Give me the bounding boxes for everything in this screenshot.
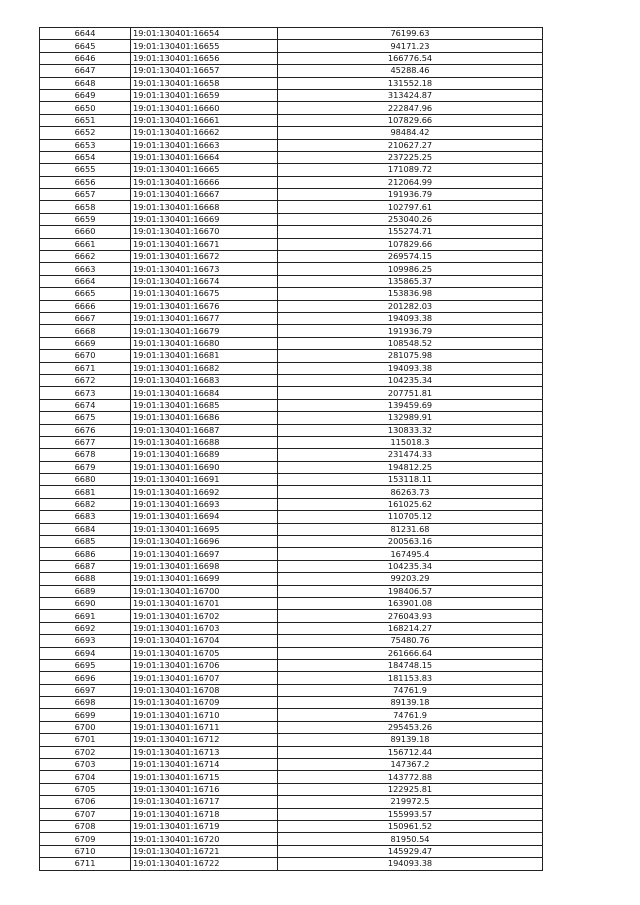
table-row <box>40 511 543 523</box>
cadastral-number-cell: 19:01:130401:16691 <box>131 474 278 486</box>
cadastral-number-cell: 19:01:130401:16717 <box>131 796 278 808</box>
table-row <box>40 288 543 300</box>
cadastral-number-cell: 19:01:130401:16686 <box>131 412 278 424</box>
table-row <box>40 845 543 857</box>
row-number-cell: 6666 <box>40 300 131 312</box>
table-row <box>40 858 543 870</box>
table-row <box>40 65 543 77</box>
value-cell: 253040.26 <box>278 213 543 225</box>
table-row <box>40 449 543 461</box>
table-row <box>40 412 543 424</box>
table-row <box>40 127 543 139</box>
table-row <box>40 684 543 696</box>
cadastral-number-cell: 19:01:130401:16668 <box>131 201 278 213</box>
cadastral-number-cell: 19:01:130401:16695 <box>131 523 278 535</box>
cadastral-number-cell: 19:01:130401:16675 <box>131 288 278 300</box>
cadastral-number-cell: 19:01:130401:16720 <box>131 833 278 845</box>
cadastral-number-cell: 19:01:130401:16656 <box>131 52 278 64</box>
row-number-cell: 6671 <box>40 362 131 374</box>
row-number-cell: 6648 <box>40 77 131 89</box>
row-number-cell: 6676 <box>40 424 131 436</box>
row-number-cell: 6660 <box>40 226 131 238</box>
table-row <box>40 783 543 795</box>
row-number-cell: 6694 <box>40 647 131 659</box>
value-cell: 161025.62 <box>278 498 543 510</box>
row-number-cell: 6696 <box>40 672 131 684</box>
value-cell: 89139.18 <box>278 734 543 746</box>
value-cell: 81231.68 <box>278 523 543 535</box>
table-row <box>40 734 543 746</box>
row-number-cell: 6707 <box>40 808 131 820</box>
table-row <box>40 759 543 771</box>
value-cell: 98484.42 <box>278 127 543 139</box>
value-cell: 86263.73 <box>278 486 543 498</box>
value-cell: 108548.52 <box>278 337 543 349</box>
row-number-cell: 6685 <box>40 536 131 548</box>
row-number-cell: 6706 <box>40 796 131 808</box>
cadastral-number-cell: 19:01:130401:16663 <box>131 139 278 151</box>
row-number-cell: 6681 <box>40 486 131 498</box>
value-cell: 167495.4 <box>278 548 543 560</box>
table-row <box>40 622 543 634</box>
value-cell: 281075.98 <box>278 350 543 362</box>
cadastral-number-cell: 19:01:130401:16661 <box>131 114 278 126</box>
value-cell: 75480.76 <box>278 635 543 647</box>
table-row <box>40 201 543 213</box>
cadastral-number-cell: 19:01:130401:16712 <box>131 734 278 746</box>
value-cell: 295453.26 <box>278 721 543 733</box>
table-row <box>40 139 543 151</box>
value-cell: 74761.9 <box>278 684 543 696</box>
table-row <box>40 114 543 126</box>
row-number-cell: 6649 <box>40 89 131 101</box>
row-number-cell: 6670 <box>40 350 131 362</box>
table-row <box>40 436 543 448</box>
value-cell: 104235.34 <box>278 560 543 572</box>
row-number-cell: 6710 <box>40 845 131 857</box>
value-cell: 194093.38 <box>278 858 543 870</box>
row-number-cell: 6672 <box>40 374 131 386</box>
table-row <box>40 523 543 535</box>
row-number-cell: 6701 <box>40 734 131 746</box>
table-row <box>40 635 543 647</box>
cadastral-number-cell: 19:01:130401:16680 <box>131 337 278 349</box>
row-number-cell: 6651 <box>40 114 131 126</box>
value-cell: 135865.37 <box>278 275 543 287</box>
value-cell: 200563.16 <box>278 536 543 548</box>
value-cell: 276043.93 <box>278 610 543 622</box>
table-row <box>40 362 543 374</box>
row-number-cell: 6675 <box>40 412 131 424</box>
table-row <box>40 102 543 114</box>
table-row <box>40 597 543 609</box>
row-number-cell: 6703 <box>40 759 131 771</box>
cadastral-number-cell: 19:01:130401:16708 <box>131 684 278 696</box>
cadastral-number-cell: 19:01:130401:16702 <box>131 610 278 622</box>
row-number-cell: 6711 <box>40 858 131 870</box>
row-number-cell: 6678 <box>40 449 131 461</box>
table-row <box>40 585 543 597</box>
value-cell: 269574.15 <box>278 251 543 263</box>
table-row <box>40 312 543 324</box>
row-number-cell: 6697 <box>40 684 131 696</box>
value-cell: 194093.38 <box>278 312 543 324</box>
cadastral-number-cell: 19:01:130401:16700 <box>131 585 278 597</box>
cadastral-number-cell: 19:01:130401:16713 <box>131 746 278 758</box>
value-cell: 143772.88 <box>278 771 543 783</box>
row-number-cell: 6659 <box>40 213 131 225</box>
table-row <box>40 486 543 498</box>
table-row <box>40 808 543 820</box>
value-cell: 191936.79 <box>278 325 543 337</box>
row-number-cell: 6677 <box>40 436 131 448</box>
cadastral-number-cell: 19:01:130401:16698 <box>131 560 278 572</box>
cadastral-number-cell: 19:01:130401:16692 <box>131 486 278 498</box>
row-number-cell: 6687 <box>40 560 131 572</box>
row-number-cell: 6700 <box>40 721 131 733</box>
value-cell: 155274.71 <box>278 226 543 238</box>
table-row <box>40 189 543 201</box>
value-cell: 122925.81 <box>278 783 543 795</box>
cadastral-number-cell: 19:01:130401:16687 <box>131 424 278 436</box>
table-row <box>40 833 543 845</box>
row-number-cell: 6698 <box>40 697 131 709</box>
cadastral-number-cell: 19:01:130401:16655 <box>131 40 278 52</box>
cadastral-number-cell: 19:01:130401:16671 <box>131 238 278 250</box>
value-cell: 231474.33 <box>278 449 543 461</box>
cadastral-number-cell: 19:01:130401:16701 <box>131 597 278 609</box>
cadastral-number-cell: 19:01:130401:16719 <box>131 821 278 833</box>
table-row <box>40 52 543 64</box>
cadastral-value-table <box>39 27 543 871</box>
cadastral-number-cell: 19:01:130401:16664 <box>131 151 278 163</box>
table-row <box>40 709 543 721</box>
value-cell: 207751.81 <box>278 387 543 399</box>
cadastral-number-cell: 19:01:130401:16672 <box>131 251 278 263</box>
value-cell: 212064.99 <box>278 176 543 188</box>
value-cell: 201282.03 <box>278 300 543 312</box>
value-cell: 130833.32 <box>278 424 543 436</box>
row-number-cell: 6690 <box>40 597 131 609</box>
table-row <box>40 374 543 386</box>
cadastral-number-cell: 19:01:130401:16660 <box>131 102 278 114</box>
cadastral-number-cell: 19:01:130401:16654 <box>131 28 278 40</box>
cadastral-number-cell: 19:01:130401:16693 <box>131 498 278 510</box>
table-row <box>40 325 543 337</box>
cadastral-number-cell: 19:01:130401:16659 <box>131 89 278 101</box>
value-cell: 115018.3 <box>278 436 543 448</box>
table-row <box>40 560 543 572</box>
table-row <box>40 350 543 362</box>
table-row <box>40 263 543 275</box>
table-row <box>40 474 543 486</box>
table-row <box>40 672 543 684</box>
cadastral-number-cell: 19:01:130401:16662 <box>131 127 278 139</box>
cadastral-number-cell: 19:01:130401:16716 <box>131 783 278 795</box>
table-row <box>40 238 543 250</box>
table-row <box>40 659 543 671</box>
row-number-cell: 6691 <box>40 610 131 622</box>
table-row <box>40 796 543 808</box>
value-cell: 222847.96 <box>278 102 543 114</box>
cadastral-number-cell: 19:01:130401:16703 <box>131 622 278 634</box>
row-number-cell: 6665 <box>40 288 131 300</box>
row-number-cell: 6695 <box>40 659 131 671</box>
table-row <box>40 275 543 287</box>
row-number-cell: 6674 <box>40 399 131 411</box>
row-number-cell: 6693 <box>40 635 131 647</box>
row-number-cell: 6705 <box>40 783 131 795</box>
cadastral-number-cell: 19:01:130401:16704 <box>131 635 278 647</box>
cadastral-number-cell: 19:01:130401:16697 <box>131 548 278 560</box>
row-number-cell: 6680 <box>40 474 131 486</box>
value-cell: 107829.66 <box>278 238 543 250</box>
value-cell: 150961.52 <box>278 821 543 833</box>
row-number-cell: 6652 <box>40 127 131 139</box>
table-row <box>40 771 543 783</box>
row-number-cell: 6664 <box>40 275 131 287</box>
row-number-cell: 6644 <box>40 28 131 40</box>
cadastral-number-cell: 19:01:130401:16689 <box>131 449 278 461</box>
value-cell: 219972.5 <box>278 796 543 808</box>
value-cell: 102797.61 <box>278 201 543 213</box>
table-row <box>40 89 543 101</box>
value-cell: 145929.47 <box>278 845 543 857</box>
table-row <box>40 424 543 436</box>
value-cell: 131552.18 <box>278 77 543 89</box>
table-row <box>40 721 543 733</box>
value-cell: 89139.18 <box>278 697 543 709</box>
row-number-cell: 6704 <box>40 771 131 783</box>
table-body <box>40 28 543 871</box>
cadastral-number-cell: 19:01:130401:16709 <box>131 697 278 709</box>
table-row <box>40 573 543 585</box>
row-number-cell: 6673 <box>40 387 131 399</box>
table-row <box>40 697 543 709</box>
row-number-cell: 6654 <box>40 151 131 163</box>
cadastral-number-cell: 19:01:130401:16688 <box>131 436 278 448</box>
cadastral-number-cell: 19:01:130401:16694 <box>131 511 278 523</box>
value-cell: 76199.63 <box>278 28 543 40</box>
cadastral-number-cell: 19:01:130401:16705 <box>131 647 278 659</box>
row-number-cell: 6684 <box>40 523 131 535</box>
cadastral-number-cell: 19:01:130401:16707 <box>131 672 278 684</box>
table-row <box>40 151 543 163</box>
cadastral-number-cell: 19:01:130401:16718 <box>131 808 278 820</box>
cadastral-number-cell: 19:01:130401:16670 <box>131 226 278 238</box>
cadastral-number-cell: 19:01:130401:16657 <box>131 65 278 77</box>
cadastral-number-cell: 19:01:130401:16681 <box>131 350 278 362</box>
row-number-cell: 6682 <box>40 498 131 510</box>
value-cell: 194812.25 <box>278 461 543 473</box>
cadastral-number-cell: 19:01:130401:16706 <box>131 659 278 671</box>
value-cell: 153118.11 <box>278 474 543 486</box>
value-cell: 237225.25 <box>278 151 543 163</box>
row-number-cell: 6689 <box>40 585 131 597</box>
value-cell: 153836.98 <box>278 288 543 300</box>
cadastral-number-cell: 19:01:130401:16676 <box>131 300 278 312</box>
table-row <box>40 461 543 473</box>
cadastral-number-cell: 19:01:130401:16665 <box>131 164 278 176</box>
value-cell: 210627.27 <box>278 139 543 151</box>
table-row <box>40 647 543 659</box>
table-row <box>40 176 543 188</box>
row-number-cell: 6668 <box>40 325 131 337</box>
value-cell: 104235.34 <box>278 374 543 386</box>
row-number-cell: 6699 <box>40 709 131 721</box>
cadastral-number-cell: 19:01:130401:16666 <box>131 176 278 188</box>
row-number-cell: 6646 <box>40 52 131 64</box>
value-cell: 163901.08 <box>278 597 543 609</box>
value-cell: 99203.29 <box>278 573 543 585</box>
value-cell: 155993.57 <box>278 808 543 820</box>
table-row <box>40 164 543 176</box>
value-cell: 194093.38 <box>278 362 543 374</box>
cadastral-number-cell: 19:01:130401:16721 <box>131 845 278 857</box>
value-cell: 171089.72 <box>278 164 543 176</box>
row-number-cell: 6655 <box>40 164 131 176</box>
row-number-cell: 6686 <box>40 548 131 560</box>
cadastral-number-cell: 19:01:130401:16667 <box>131 189 278 201</box>
cadastral-number-cell: 19:01:130401:16685 <box>131 399 278 411</box>
cadastral-number-cell: 19:01:130401:16669 <box>131 213 278 225</box>
value-cell: 94171.23 <box>278 40 543 52</box>
table-row <box>40 226 543 238</box>
value-cell: 198406.57 <box>278 585 543 597</box>
cadastral-number-cell: 19:01:130401:16674 <box>131 275 278 287</box>
cadastral-number-cell: 19:01:130401:16683 <box>131 374 278 386</box>
table-row <box>40 548 543 560</box>
row-number-cell: 6702 <box>40 746 131 758</box>
value-cell: 147367.2 <box>278 759 543 771</box>
cadastral-number-cell: 19:01:130401:16696 <box>131 536 278 548</box>
row-number-cell: 6645 <box>40 40 131 52</box>
value-cell: 181153.83 <box>278 672 543 684</box>
table-row <box>40 399 543 411</box>
value-cell: 81950.54 <box>278 833 543 845</box>
row-number-cell: 6663 <box>40 263 131 275</box>
cadastral-number-cell: 19:01:130401:16714 <box>131 759 278 771</box>
row-number-cell: 6709 <box>40 833 131 845</box>
cadastral-number-cell: 19:01:130401:16684 <box>131 387 278 399</box>
row-number-cell: 6669 <box>40 337 131 349</box>
cadastral-number-cell: 19:01:130401:16711 <box>131 721 278 733</box>
cadastral-number-cell: 19:01:130401:16679 <box>131 325 278 337</box>
table-row <box>40 213 543 225</box>
row-number-cell: 6658 <box>40 201 131 213</box>
row-number-cell: 6647 <box>40 65 131 77</box>
table-row <box>40 746 543 758</box>
row-number-cell: 6667 <box>40 312 131 324</box>
value-cell: 168214.27 <box>278 622 543 634</box>
table-row <box>40 536 543 548</box>
row-number-cell: 6692 <box>40 622 131 634</box>
table-row <box>40 387 543 399</box>
value-cell: 74761.9 <box>278 709 543 721</box>
cadastral-number-cell: 19:01:130401:16673 <box>131 263 278 275</box>
cadastral-number-cell: 19:01:130401:16682 <box>131 362 278 374</box>
row-number-cell: 6679 <box>40 461 131 473</box>
value-cell: 45288.46 <box>278 65 543 77</box>
cadastral-number-cell: 19:01:130401:16722 <box>131 858 278 870</box>
value-cell: 184748.15 <box>278 659 543 671</box>
cadastral-number-cell: 19:01:130401:16658 <box>131 77 278 89</box>
table-row <box>40 77 543 89</box>
row-number-cell: 6661 <box>40 238 131 250</box>
value-cell: 156712.44 <box>278 746 543 758</box>
table-row <box>40 821 543 833</box>
cadastral-number-cell: 19:01:130401:16710 <box>131 709 278 721</box>
table-row <box>40 40 543 52</box>
row-number-cell: 6656 <box>40 176 131 188</box>
value-cell: 107829.66 <box>278 114 543 126</box>
table-row <box>40 498 543 510</box>
value-cell: 132989.91 <box>278 412 543 424</box>
row-number-cell: 6657 <box>40 189 131 201</box>
row-number-cell: 6708 <box>40 821 131 833</box>
table-row <box>40 28 543 40</box>
row-number-cell: 6688 <box>40 573 131 585</box>
value-cell: 166776.54 <box>278 52 543 64</box>
row-number-cell: 6653 <box>40 139 131 151</box>
table-row <box>40 300 543 312</box>
value-cell: 191936.79 <box>278 189 543 201</box>
value-cell: 313424.87 <box>278 89 543 101</box>
cadastral-number-cell: 19:01:130401:16677 <box>131 312 278 324</box>
row-number-cell: 6683 <box>40 511 131 523</box>
cadastral-number-cell: 19:01:130401:16690 <box>131 461 278 473</box>
row-number-cell: 6650 <box>40 102 131 114</box>
value-cell: 110705.12 <box>278 511 543 523</box>
value-cell: 139459.69 <box>278 399 543 411</box>
row-number-cell: 6662 <box>40 251 131 263</box>
cadastral-number-cell: 19:01:130401:16715 <box>131 771 278 783</box>
value-cell: 261666.64 <box>278 647 543 659</box>
table-row <box>40 337 543 349</box>
value-cell: 109986.25 <box>278 263 543 275</box>
table-row <box>40 610 543 622</box>
cadastral-number-cell: 19:01:130401:16699 <box>131 573 278 585</box>
table-row <box>40 251 543 263</box>
